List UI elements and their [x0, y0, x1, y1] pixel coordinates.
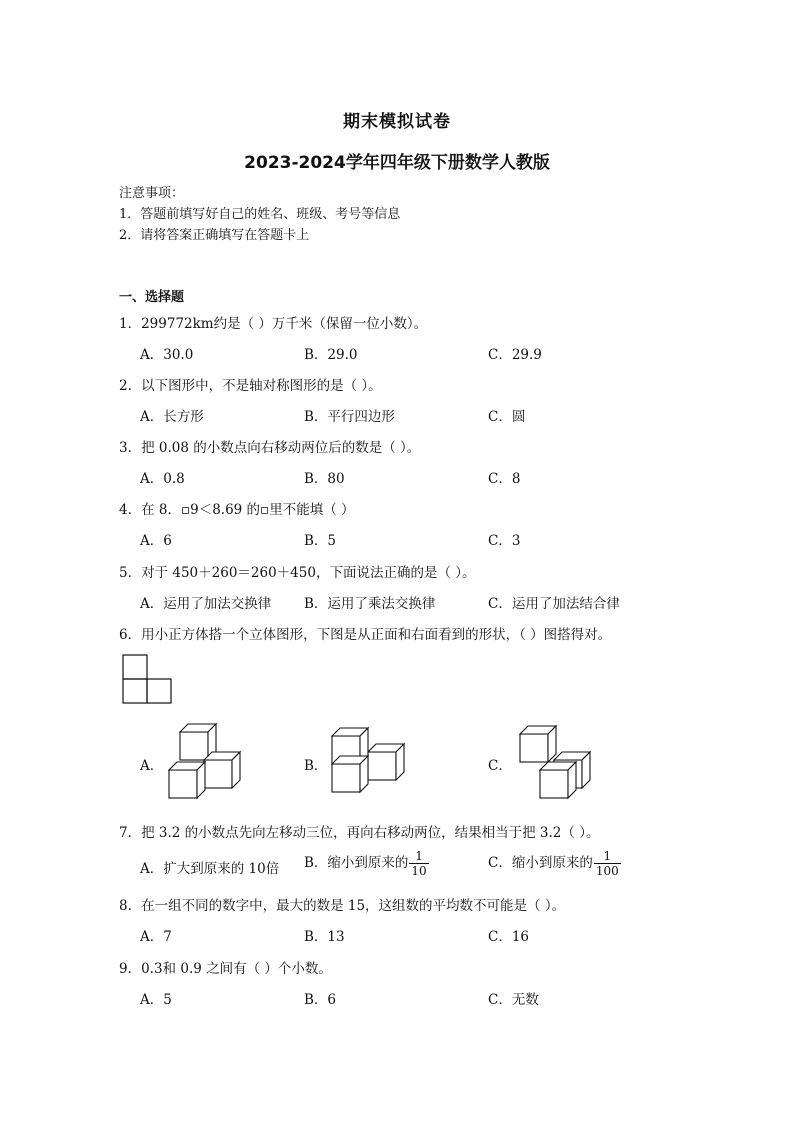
question-2: 2．以下图形中，不是轴对称图形的是（ ）。 [119, 378, 382, 394]
fraction-denominator: 10 [411, 864, 427, 878]
fraction-numerator: 1 [409, 849, 428, 864]
option-b: B．平行四边形 [304, 409, 395, 425]
option-a: A．运用了加法交换律 [140, 596, 272, 612]
option-b-text: B．缩小到原来的 [304, 855, 409, 871]
option-a: A．7 [140, 929, 172, 945]
question-9: 9．0.3和 0.9 之间有（ ）个小数。 [119, 961, 332, 977]
question-1: 1．299772km约是（ ）万千米（保留一位小数）。 [119, 316, 428, 332]
option-c: C．无数 [488, 992, 539, 1008]
option-c: C．29.9 [488, 347, 542, 363]
notes-block [119, 183, 400, 246]
cube-figure-c [518, 722, 598, 802]
fraction-one-tenth [409, 849, 428, 878]
option-c: C．运用了加法结合律 [488, 596, 620, 612]
question-7: 7．把 3.2 的小数点先向左移动三位，再向右移动两位，结果相当于把 3.2（ ）。 [119, 825, 600, 841]
view-figure [122, 654, 174, 704]
fraction-numerator: 1 [594, 849, 621, 864]
option-a: A． [140, 758, 164, 774]
option-b: B．80 [304, 471, 345, 487]
option-c-text: C．缩小到原来的 [488, 855, 593, 871]
option-c: C．3 [488, 533, 521, 549]
question-5: 5．对于 450＋260＝260＋450，下面说法正确的是（ ）。 [119, 565, 476, 581]
cube-figure-a [168, 722, 248, 802]
option-a: A．30.0 [140, 347, 194, 363]
option-b [304, 849, 429, 878]
exam-title: 期末模拟试卷 [343, 112, 451, 132]
section-heading: 一、选择题 [119, 290, 185, 305]
fraction-one-hundredth [594, 849, 621, 878]
option-b: B．运用了乘法交换律 [304, 596, 436, 612]
notes-heading: 注意事项： [119, 186, 185, 201]
question-6: 6．用小正方体搭一个立体图形，下图是从正面和右面看到的形状，（ ）图搭得对。 [119, 627, 612, 643]
option-b: B．6 [304, 992, 337, 1008]
note-item: 2．请将答案正确填写在答题卡上 [119, 228, 310, 243]
note-item: 1．答题前填写好自己的姓名、班级、考号等信息 [119, 207, 401, 222]
option-b: B．5 [304, 533, 337, 549]
option-c: C．8 [488, 471, 521, 487]
option-b: B． [304, 758, 328, 774]
question-8: 8．在一组不同的数字中，最大的数是 15，这组数的平均数不可能是（ ）。 [119, 898, 566, 914]
option-c [488, 849, 621, 878]
cube-figure-b [330, 726, 410, 796]
option-a: A．长方形 [140, 409, 204, 425]
fraction-denominator: 100 [595, 864, 619, 878]
option-a: A．5 [140, 992, 172, 1008]
question-3: 3．把 0.08 的小数点向右移动两位后的数是（ ）。 [119, 440, 421, 456]
option-b: B．13 [304, 929, 345, 945]
option-a: A．6 [140, 533, 172, 549]
option-c: C．16 [488, 929, 530, 945]
option-b: B．29.0 [304, 347, 358, 363]
option-a: A．扩大到原来的 10倍 [140, 861, 280, 877]
option-c: C．圆 [488, 409, 526, 425]
option-a: A．0.8 [140, 471, 185, 487]
option-c: C． [488, 758, 512, 774]
question-4: 4．在 8．▫9＜8.69 的▫里不能填（ ） [119, 502, 355, 518]
exam-subtitle: 2023-2024学年四年级下册数学人教版 [244, 153, 550, 173]
